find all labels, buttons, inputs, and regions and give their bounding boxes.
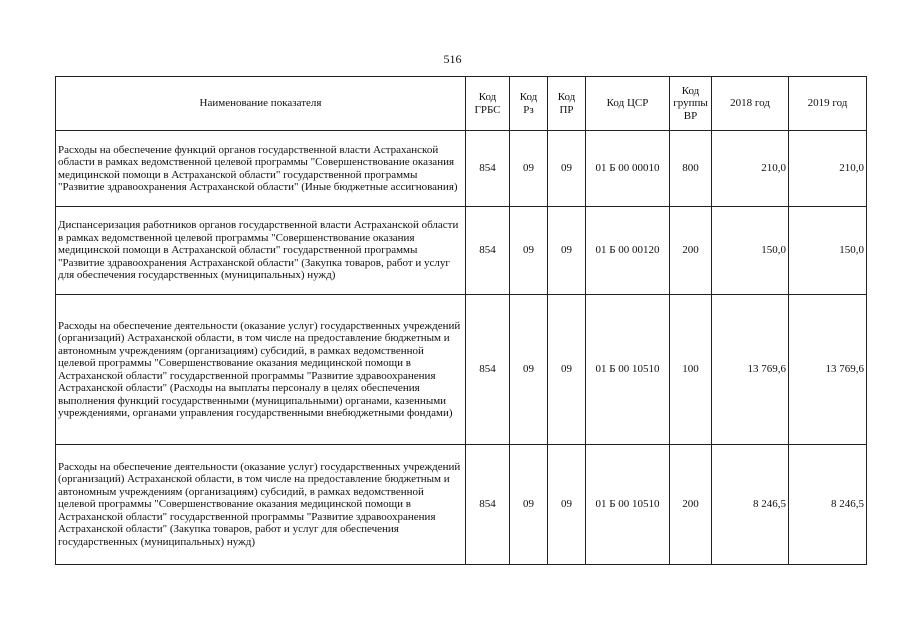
- header-grbs: Код ГРБС: [466, 77, 510, 131]
- row-2019: 210,0: [789, 131, 867, 207]
- row-pr: 09: [548, 295, 586, 445]
- table-row: [56, 445, 867, 565]
- table-row: [56, 207, 867, 295]
- row-name: Расходы на обеспечение деятельности (оказание услуг) государственных учреждений (организаций) Астраханской области, в том числе на предоставление бюджетным и автономным учреждениям (организациям) субсидий, в рамках ведомственной целевой программы "Совершенствование оказания медицинской помощи в Астраханской области" государственной программы "Развитие здравоохранения Астраханской области" (Расходы на выплаты персоналу в целях обеспечения выполнения функций государственными (муниципальными) органами, казенными учреждениями, органами управления государственными внебюджетными фондами): [56, 295, 466, 445]
- row-csr: 01 Б 00 00120: [586, 207, 670, 295]
- header-rz: Код Рз: [510, 77, 548, 131]
- row-grbs: 854: [466, 131, 510, 207]
- row-grbs: 854: [466, 445, 510, 565]
- row-pr: 09: [548, 207, 586, 295]
- table-row: [56, 295, 867, 445]
- header-csr: Код ЦСР: [586, 77, 670, 131]
- header-name: Наименование показателя: [56, 77, 466, 131]
- row-name: Расходы на обеспечение функций органов государственной власти Астраханской области в рамках ведомственной целевой программы "Совершенствование оказания медицинской помощи в Астраханской области" государственной программы "Развитие здравоохранения Астраханской области" (Иные бюджетные ассигнования): [56, 131, 466, 207]
- row-rz: 09: [510, 445, 548, 565]
- row-2018: 150,0: [712, 207, 789, 295]
- row-vr: 200: [670, 445, 712, 565]
- table-row: [56, 131, 867, 207]
- header-vr: Код группы ВР: [670, 77, 712, 131]
- row-2019: 8 246,5: [789, 445, 867, 565]
- row-vr: 100: [670, 295, 712, 445]
- row-csr: 01 Б 00 10510: [586, 295, 670, 445]
- row-grbs: 854: [466, 295, 510, 445]
- header-pr: Код ПР: [548, 77, 586, 131]
- row-2019: 13 769,6: [789, 295, 867, 445]
- row-2018: 210,0: [712, 131, 789, 207]
- header-row: [56, 77, 867, 131]
- row-vr: 200: [670, 207, 712, 295]
- row-vr: 800: [670, 131, 712, 207]
- row-csr: 01 Б 00 10510: [586, 445, 670, 565]
- row-csr: 01 Б 00 00010: [586, 131, 670, 207]
- budget-table: [55, 76, 867, 565]
- row-rz: 09: [510, 295, 548, 445]
- row-2018: 13 769,6: [712, 295, 789, 445]
- page-number: 516: [443, 52, 462, 66]
- row-2018: 8 246,5: [712, 445, 789, 565]
- row-pr: 09: [548, 131, 586, 207]
- row-2019: 150,0: [789, 207, 867, 295]
- row-pr: 09: [548, 445, 586, 565]
- row-grbs: 854: [466, 207, 510, 295]
- header-2018: 2018 год: [712, 77, 789, 131]
- row-name: Расходы на обеспечение деятельности (оказание услуг) государственных учреждений (организаций) Астраханской области, в том числе на предоставление бюджетным и автономным учреждениям (организациям) субсидий, в рамках ведомственной целевой программы "Совершенствование оказания медицинской помощи в Астраханской области" государственной программы "Развитие здравоохранения Астраханской области" (Закупка товаров, работ и услуг для обеспечения государственных (муниципальных) нужд): [56, 445, 466, 565]
- row-name: Диспансеризация работников органов государственной власти Астраханской области в рамках ведомственной целевой программы "Совершенствование оказания медицинской помощи в Астраханской области" государственной программы "Развитие здравоохранения Астраханской области" (Закупка товаров, работ и услуг для обеспечения государственных (муниципальных) нужд): [56, 207, 466, 295]
- row-rz: 09: [510, 131, 548, 207]
- row-rz: 09: [510, 207, 548, 295]
- header-2019: 2019 год: [789, 77, 867, 131]
